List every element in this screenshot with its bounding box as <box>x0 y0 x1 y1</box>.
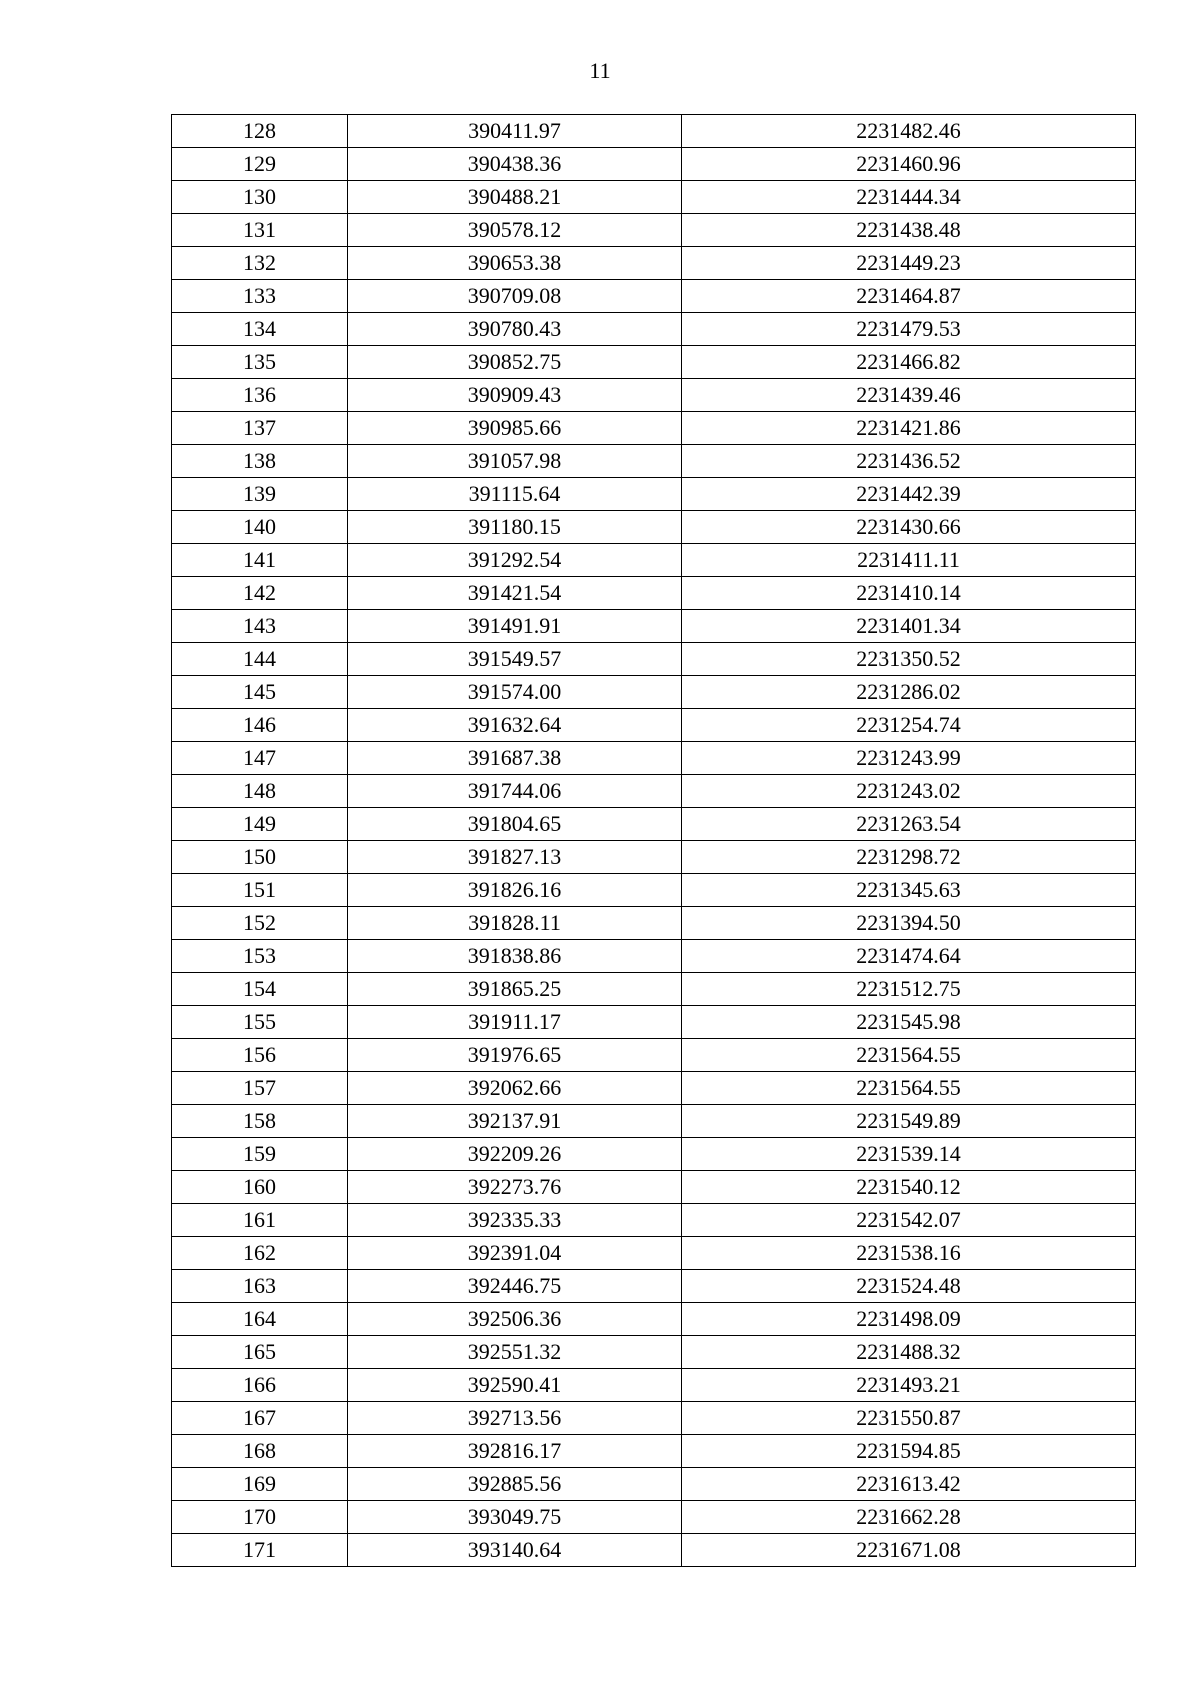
x-coordinate-cell: 391057.98 <box>348 445 682 478</box>
table-row <box>172 1435 1136 1468</box>
table-row <box>172 313 1136 346</box>
point-number-cell: 164 <box>172 1303 348 1336</box>
x-coordinate-cell: 392713.56 <box>348 1402 682 1435</box>
table-row <box>172 1072 1136 1105</box>
point-number-cell: 143 <box>172 610 348 643</box>
y-coordinate-cell: 2231524.48 <box>682 1270 1136 1303</box>
y-coordinate-cell: 2231550.87 <box>682 1402 1136 1435</box>
point-number-cell: 144 <box>172 643 348 676</box>
point-number-cell: 153 <box>172 940 348 973</box>
y-coordinate-cell: 2231345.63 <box>682 874 1136 907</box>
y-coordinate-cell: 2231460.96 <box>682 148 1136 181</box>
y-coordinate-cell: 2231539.14 <box>682 1138 1136 1171</box>
table-row <box>172 1336 1136 1369</box>
table-row <box>172 1402 1136 1435</box>
x-coordinate-cell: 392446.75 <box>348 1270 682 1303</box>
table-row <box>172 1501 1136 1534</box>
x-coordinate-cell: 390985.66 <box>348 412 682 445</box>
y-coordinate-cell: 2231243.02 <box>682 775 1136 808</box>
x-coordinate-cell: 391687.38 <box>348 742 682 775</box>
point-number-cell: 163 <box>172 1270 348 1303</box>
table-row <box>172 412 1136 445</box>
y-coordinate-cell: 2231442.39 <box>682 478 1136 511</box>
x-coordinate-cell: 390780.43 <box>348 313 682 346</box>
y-coordinate-cell: 2231479.53 <box>682 313 1136 346</box>
x-coordinate-cell: 390653.38 <box>348 247 682 280</box>
table-row <box>172 1006 1136 1039</box>
table-row <box>172 181 1136 214</box>
point-number-cell: 149 <box>172 808 348 841</box>
x-coordinate-cell: 392885.56 <box>348 1468 682 1501</box>
point-number-cell: 147 <box>172 742 348 775</box>
y-coordinate-cell: 2231512.75 <box>682 973 1136 1006</box>
table-row <box>172 247 1136 280</box>
x-coordinate-cell: 391180.15 <box>348 511 682 544</box>
x-coordinate-cell: 391911.17 <box>348 1006 682 1039</box>
table-row <box>172 115 1136 148</box>
y-coordinate-cell: 2231549.89 <box>682 1105 1136 1138</box>
x-coordinate-cell: 391491.91 <box>348 610 682 643</box>
y-coordinate-cell: 2231482.46 <box>682 115 1136 148</box>
table-row <box>172 1138 1136 1171</box>
y-coordinate-cell: 2231410.14 <box>682 577 1136 610</box>
point-number-cell: 168 <box>172 1435 348 1468</box>
x-coordinate-cell: 392062.66 <box>348 1072 682 1105</box>
y-coordinate-cell: 2231671.08 <box>682 1534 1136 1567</box>
table-row <box>172 445 1136 478</box>
x-coordinate-cell: 392137.91 <box>348 1105 682 1138</box>
table-row <box>172 379 1136 412</box>
point-number-cell: 134 <box>172 313 348 346</box>
point-number-cell: 171 <box>172 1534 348 1567</box>
table-row <box>172 346 1136 379</box>
point-number-cell: 148 <box>172 775 348 808</box>
y-coordinate-cell: 2231439.46 <box>682 379 1136 412</box>
table-row <box>172 511 1136 544</box>
point-number-cell: 138 <box>172 445 348 478</box>
table-row <box>172 148 1136 181</box>
point-number-cell: 158 <box>172 1105 348 1138</box>
point-number-cell: 167 <box>172 1402 348 1435</box>
table-row <box>172 1039 1136 1072</box>
y-coordinate-cell: 2231564.55 <box>682 1039 1136 1072</box>
point-number-cell: 150 <box>172 841 348 874</box>
x-coordinate-cell: 392335.33 <box>348 1204 682 1237</box>
x-coordinate-cell: 390411.97 <box>348 115 682 148</box>
x-coordinate-cell: 393049.75 <box>348 1501 682 1534</box>
x-coordinate-cell: 391549.57 <box>348 643 682 676</box>
x-coordinate-cell: 390578.12 <box>348 214 682 247</box>
table-row <box>172 1534 1136 1567</box>
table-row <box>172 907 1136 940</box>
x-coordinate-cell: 392551.32 <box>348 1336 682 1369</box>
y-coordinate-cell: 2231401.34 <box>682 610 1136 643</box>
x-coordinate-cell: 391632.64 <box>348 709 682 742</box>
table-row <box>172 1171 1136 1204</box>
y-coordinate-cell: 2231662.28 <box>682 1501 1136 1534</box>
point-number-cell: 170 <box>172 1501 348 1534</box>
x-coordinate-cell: 393140.64 <box>348 1534 682 1567</box>
y-coordinate-cell: 2231350.52 <box>682 643 1136 676</box>
y-coordinate-cell: 2231464.87 <box>682 280 1136 313</box>
point-number-cell: 161 <box>172 1204 348 1237</box>
table-row <box>172 643 1136 676</box>
y-coordinate-cell: 2231430.66 <box>682 511 1136 544</box>
x-coordinate-cell: 391976.65 <box>348 1039 682 1072</box>
y-coordinate-cell: 2231411.11 <box>682 544 1136 577</box>
table-row <box>172 214 1136 247</box>
x-coordinate-cell: 391828.11 <box>348 907 682 940</box>
x-coordinate-cell: 391744.06 <box>348 775 682 808</box>
point-number-cell: 141 <box>172 544 348 577</box>
coordinates-table <box>171 114 1136 1567</box>
x-coordinate-cell: 391826.16 <box>348 874 682 907</box>
point-number-cell: 160 <box>172 1171 348 1204</box>
y-coordinate-cell: 2231542.07 <box>682 1204 1136 1237</box>
x-coordinate-cell: 391574.00 <box>348 676 682 709</box>
point-number-cell: 166 <box>172 1369 348 1402</box>
x-coordinate-cell: 390909.43 <box>348 379 682 412</box>
x-coordinate-cell: 392273.76 <box>348 1171 682 1204</box>
point-number-cell: 132 <box>172 247 348 280</box>
table-row <box>172 874 1136 907</box>
x-coordinate-cell: 392391.04 <box>348 1237 682 1270</box>
x-coordinate-cell: 392816.17 <box>348 1435 682 1468</box>
point-number-cell: 165 <box>172 1336 348 1369</box>
table-row <box>172 1270 1136 1303</box>
x-coordinate-cell: 392209.26 <box>348 1138 682 1171</box>
y-coordinate-cell: 2231298.72 <box>682 841 1136 874</box>
table-row <box>172 742 1136 775</box>
table-row <box>172 1237 1136 1270</box>
point-number-cell: 151 <box>172 874 348 907</box>
y-coordinate-cell: 2231449.23 <box>682 247 1136 280</box>
table-row <box>172 1468 1136 1501</box>
point-number-cell: 146 <box>172 709 348 742</box>
point-number-cell: 145 <box>172 676 348 709</box>
point-number-cell: 154 <box>172 973 348 1006</box>
y-coordinate-cell: 2231466.82 <box>682 346 1136 379</box>
table-row <box>172 610 1136 643</box>
table-row <box>172 808 1136 841</box>
point-number-cell: 159 <box>172 1138 348 1171</box>
point-number-cell: 162 <box>172 1237 348 1270</box>
x-coordinate-cell: 390852.75 <box>348 346 682 379</box>
y-coordinate-cell: 2231540.12 <box>682 1171 1136 1204</box>
point-number-cell: 157 <box>172 1072 348 1105</box>
y-coordinate-cell: 2231254.74 <box>682 709 1136 742</box>
y-coordinate-cell: 2231438.48 <box>682 214 1136 247</box>
x-coordinate-cell: 391292.54 <box>348 544 682 577</box>
point-number-cell: 131 <box>172 214 348 247</box>
point-number-cell: 142 <box>172 577 348 610</box>
point-number-cell: 137 <box>172 412 348 445</box>
point-number-cell: 133 <box>172 280 348 313</box>
y-coordinate-cell: 2231474.64 <box>682 940 1136 973</box>
x-coordinate-cell: 390438.36 <box>348 148 682 181</box>
point-number-cell: 136 <box>172 379 348 412</box>
x-coordinate-cell: 391827.13 <box>348 841 682 874</box>
y-coordinate-cell: 2231594.85 <box>682 1435 1136 1468</box>
point-number-cell: 156 <box>172 1039 348 1072</box>
y-coordinate-cell: 2231394.50 <box>682 907 1136 940</box>
y-coordinate-cell: 2231613.42 <box>682 1468 1136 1501</box>
x-coordinate-cell: 392506.36 <box>348 1303 682 1336</box>
y-coordinate-cell: 2231444.34 <box>682 181 1136 214</box>
y-coordinate-cell: 2231538.16 <box>682 1237 1136 1270</box>
y-coordinate-cell: 2231564.55 <box>682 1072 1136 1105</box>
table-row <box>172 1303 1136 1336</box>
y-coordinate-cell: 2231493.21 <box>682 1369 1136 1402</box>
point-number-cell: 140 <box>172 511 348 544</box>
table-row <box>172 676 1136 709</box>
y-coordinate-cell: 2231436.52 <box>682 445 1136 478</box>
table-row <box>172 1204 1136 1237</box>
coordinates-table-body <box>172 115 1136 1567</box>
x-coordinate-cell: 391804.65 <box>348 808 682 841</box>
table-row <box>172 775 1136 808</box>
y-coordinate-cell: 2231421.86 <box>682 412 1136 445</box>
x-coordinate-cell: 390488.21 <box>348 181 682 214</box>
table-row <box>172 280 1136 313</box>
point-number-cell: 139 <box>172 478 348 511</box>
x-coordinate-cell: 391115.64 <box>348 478 682 511</box>
x-coordinate-cell: 392590.41 <box>348 1369 682 1402</box>
x-coordinate-cell: 391421.54 <box>348 577 682 610</box>
table-row <box>172 709 1136 742</box>
x-coordinate-cell: 391865.25 <box>348 973 682 1006</box>
table-row <box>172 577 1136 610</box>
y-coordinate-cell: 2231243.99 <box>682 742 1136 775</box>
x-coordinate-cell: 390709.08 <box>348 280 682 313</box>
y-coordinate-cell: 2231286.02 <box>682 676 1136 709</box>
point-number-cell: 130 <box>172 181 348 214</box>
y-coordinate-cell: 2231498.09 <box>682 1303 1136 1336</box>
table-row <box>172 1369 1136 1402</box>
point-number-cell: 128 <box>172 115 348 148</box>
point-number-cell: 155 <box>172 1006 348 1039</box>
table-row <box>172 1105 1136 1138</box>
y-coordinate-cell: 2231488.32 <box>682 1336 1136 1369</box>
table-row <box>172 544 1136 577</box>
y-coordinate-cell: 2231545.98 <box>682 1006 1136 1039</box>
table-row <box>172 973 1136 1006</box>
point-number-cell: 129 <box>172 148 348 181</box>
y-coordinate-cell: 2231263.54 <box>682 808 1136 841</box>
table-row <box>172 841 1136 874</box>
point-number-cell: 152 <box>172 907 348 940</box>
point-number-cell: 135 <box>172 346 348 379</box>
point-number-cell: 169 <box>172 1468 348 1501</box>
table-row <box>172 478 1136 511</box>
x-coordinate-cell: 391838.86 <box>348 940 682 973</box>
page-number: 11 <box>589 58 611 83</box>
table-row <box>172 940 1136 973</box>
